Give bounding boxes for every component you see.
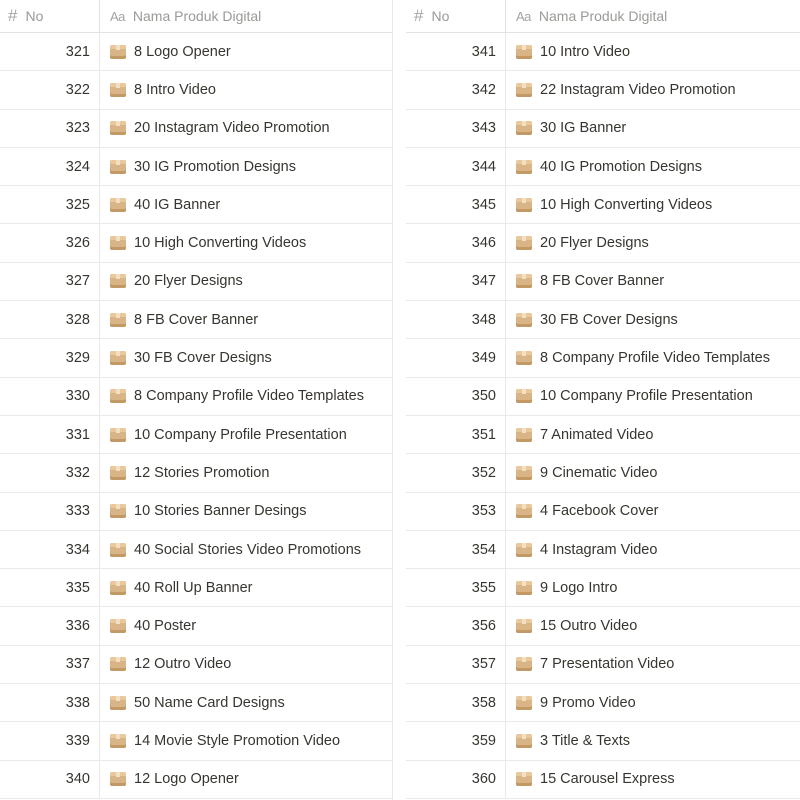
row-number-text: 339 xyxy=(65,732,90,749)
row-number-text: 358 xyxy=(471,694,496,711)
row-title[interactable] xyxy=(100,618,392,634)
table-row[interactable] xyxy=(0,110,392,148)
row-title[interactable] xyxy=(100,580,392,596)
row-number-text: 338 xyxy=(65,694,90,711)
row-title-text: 40 Poster xyxy=(134,618,197,635)
package-icon xyxy=(516,45,532,59)
row-title-text: 20 Flyer Designs xyxy=(134,273,243,290)
row-title-text: 15 Carousel Express xyxy=(540,771,675,788)
row-number[interactable] xyxy=(0,454,100,491)
table-row[interactable] xyxy=(406,224,800,262)
table-row[interactable] xyxy=(406,71,800,109)
row-title[interactable] xyxy=(100,235,392,251)
row-number[interactable] xyxy=(0,761,100,798)
package-icon xyxy=(516,619,532,633)
row-number-text: 352 xyxy=(471,464,496,481)
row-title-text: 10 Stories Banner Desings xyxy=(134,503,307,520)
package-icon xyxy=(110,772,126,786)
row-number[interactable] xyxy=(406,454,506,491)
row-title[interactable] xyxy=(506,771,800,787)
row-title[interactable] xyxy=(100,44,392,60)
table-row[interactable] xyxy=(0,416,392,454)
column-header-no-label: No xyxy=(431,8,450,24)
table-row[interactable] xyxy=(0,607,392,645)
package-icon xyxy=(516,236,532,250)
row-title[interactable] xyxy=(100,733,392,749)
row-number[interactable] xyxy=(0,339,100,376)
row-title-text: 4 Instagram Video xyxy=(540,541,658,558)
row-title[interactable] xyxy=(506,695,800,711)
row-title-text: 20 Instagram Video Promotion xyxy=(134,120,330,137)
row-number-text: 327 xyxy=(65,273,90,290)
package-icon xyxy=(516,466,532,480)
row-title[interactable] xyxy=(100,159,392,175)
row-title[interactable] xyxy=(100,82,392,98)
row-number-text: 332 xyxy=(65,464,90,481)
row-title[interactable] xyxy=(506,388,800,404)
package-icon xyxy=(110,696,126,710)
table-row[interactable] xyxy=(0,378,392,416)
row-number-text: 337 xyxy=(65,656,90,673)
row-title[interactable] xyxy=(100,350,392,366)
row-number[interactable] xyxy=(406,148,506,185)
package-icon xyxy=(516,696,532,710)
row-number[interactable] xyxy=(406,493,506,530)
row-title-text: 8 Logo Opener xyxy=(134,43,231,60)
row-number[interactable] xyxy=(0,722,100,759)
table-row[interactable] xyxy=(406,148,800,186)
table-row[interactable] xyxy=(406,301,800,339)
package-icon xyxy=(110,83,126,97)
package-icon xyxy=(516,581,532,595)
row-title[interactable] xyxy=(100,273,392,289)
table-right xyxy=(406,0,800,799)
row-number-text: 321 xyxy=(65,43,90,60)
row-number-text: 344 xyxy=(471,158,496,175)
row-title-text: 15 Outro Video xyxy=(540,618,638,635)
row-title[interactable] xyxy=(506,350,800,366)
row-number-text: 355 xyxy=(471,579,496,596)
row-number[interactable] xyxy=(406,301,506,338)
row-title[interactable] xyxy=(100,542,392,558)
row-title-text: 8 Company Profile Video Templates xyxy=(134,388,364,405)
row-number-text: 357 xyxy=(471,656,496,673)
row-title-text: 40 IG Promotion Designs xyxy=(540,158,702,175)
row-number-text: 326 xyxy=(65,235,90,252)
row-title[interactable] xyxy=(506,580,800,596)
package-icon xyxy=(516,734,532,748)
row-title-text: 22 Instagram Video Promotion xyxy=(540,81,736,98)
table-row[interactable] xyxy=(406,684,800,722)
row-title[interactable] xyxy=(100,465,392,481)
row-number[interactable] xyxy=(0,263,100,300)
row-title-text: 12 Logo Opener xyxy=(134,771,239,788)
package-icon xyxy=(516,772,532,786)
row-number[interactable] xyxy=(0,531,100,568)
row-title-text: 8 Intro Video xyxy=(134,81,216,98)
row-number-text: 351 xyxy=(471,426,496,443)
table-row[interactable] xyxy=(0,646,392,684)
package-icon xyxy=(110,198,126,212)
package-icon xyxy=(110,543,126,557)
row-number[interactable] xyxy=(406,224,506,261)
row-title[interactable] xyxy=(100,656,392,672)
package-icon xyxy=(110,313,126,327)
row-title[interactable] xyxy=(506,427,800,443)
package-icon xyxy=(516,351,532,365)
package-icon xyxy=(516,389,532,403)
column-header-no[interactable] xyxy=(406,0,506,32)
row-number[interactable] xyxy=(0,186,100,223)
package-icon xyxy=(110,160,126,174)
row-title[interactable] xyxy=(100,771,392,787)
table-header xyxy=(0,0,392,33)
row-title[interactable] xyxy=(506,465,800,481)
row-number[interactable] xyxy=(406,761,506,798)
row-number-text: 333 xyxy=(65,503,90,520)
table-row[interactable] xyxy=(406,454,800,492)
table-row[interactable] xyxy=(406,110,800,148)
row-number-text: 341 xyxy=(471,43,496,60)
row-title-text: 9 Promo Video xyxy=(540,694,636,711)
row-title-text: 40 IG Banner xyxy=(134,196,221,213)
row-number-text: 353 xyxy=(471,503,496,520)
package-icon xyxy=(110,389,126,403)
package-icon xyxy=(516,428,532,442)
package-icon xyxy=(516,543,532,557)
package-icon xyxy=(110,581,126,595)
package-icon xyxy=(110,274,126,288)
row-title[interactable] xyxy=(506,656,800,672)
row-number[interactable] xyxy=(0,148,100,185)
row-number[interactable] xyxy=(406,339,506,376)
row-title[interactable] xyxy=(506,120,800,136)
table-row[interactable] xyxy=(406,607,800,645)
row-title-text: 8 Company Profile Video Templates xyxy=(540,350,770,367)
table-row[interactable] xyxy=(0,224,392,262)
row-number-text: 329 xyxy=(65,350,90,367)
row-number-text: 356 xyxy=(471,618,496,635)
row-number-text: 322 xyxy=(65,81,90,98)
column-header-no-label: No xyxy=(25,8,44,24)
row-title[interactable] xyxy=(506,44,800,60)
row-number[interactable] xyxy=(0,301,100,338)
row-number-text: 336 xyxy=(65,618,90,635)
table-row[interactable] xyxy=(406,569,800,607)
row-number-text: 342 xyxy=(471,81,496,98)
row-number[interactable] xyxy=(0,493,100,530)
row-title[interactable] xyxy=(506,312,800,328)
package-icon xyxy=(110,121,126,135)
row-number-text: 347 xyxy=(471,273,496,290)
row-title-text: 3 Title & Texts xyxy=(540,732,630,749)
column-header-name[interactable] xyxy=(100,0,392,32)
row-number[interactable] xyxy=(406,646,506,683)
row-title-text: 10 Intro Video xyxy=(540,43,631,60)
row-number-text: 348 xyxy=(471,311,496,328)
row-number[interactable] xyxy=(406,416,506,453)
row-title-text: 10 High Converting Videos xyxy=(134,235,307,252)
package-icon xyxy=(516,198,532,212)
package-icon xyxy=(110,236,126,250)
row-number[interactable] xyxy=(406,186,506,223)
table-body xyxy=(406,33,800,799)
row-title-text: 10 Company Profile Presentation xyxy=(134,426,347,443)
row-number-text: 354 xyxy=(471,541,496,558)
row-title-text: 30 FB Cover Designs xyxy=(134,350,272,367)
table-row[interactable] xyxy=(406,722,800,760)
row-title-text: 10 High Converting Videos xyxy=(540,196,713,213)
package-icon xyxy=(516,504,532,518)
column-header-name-label: Nama Produk Digital xyxy=(538,8,668,24)
package-icon xyxy=(110,619,126,633)
row-number[interactable] xyxy=(406,110,506,147)
package-icon xyxy=(516,160,532,174)
table-left xyxy=(0,0,392,799)
row-number[interactable] xyxy=(0,378,100,415)
row-title-text: 14 Movie Style Promotion Video xyxy=(134,732,341,749)
row-title-text: 20 Flyer Designs xyxy=(540,235,649,252)
row-title[interactable] xyxy=(506,542,800,558)
row-number-text: 335 xyxy=(65,579,90,596)
row-title[interactable] xyxy=(506,503,800,519)
table-row[interactable] xyxy=(0,684,392,722)
row-number-text: 345 xyxy=(471,196,496,213)
row-number-text: 328 xyxy=(65,311,90,328)
table-row[interactable] xyxy=(0,33,392,71)
row-number[interactable] xyxy=(406,33,506,70)
row-number-text: 346 xyxy=(471,235,496,252)
table-row[interactable] xyxy=(0,493,392,531)
table-row[interactable] xyxy=(406,493,800,531)
row-number[interactable] xyxy=(0,607,100,644)
table-row[interactable] xyxy=(0,569,392,607)
table-row[interactable] xyxy=(0,761,392,799)
row-number-text: 349 xyxy=(471,350,496,367)
package-icon xyxy=(110,734,126,748)
package-icon xyxy=(110,45,126,59)
column-header-name-label: Nama Produk Digital xyxy=(132,8,262,24)
table-row[interactable] xyxy=(406,378,800,416)
row-title-text: 30 FB Cover Designs xyxy=(540,311,678,328)
hash-icon: # xyxy=(8,6,18,25)
row-number-text: 350 xyxy=(471,388,496,405)
row-number[interactable] xyxy=(0,569,100,606)
row-title-text: 8 FB Cover Banner xyxy=(134,311,259,328)
row-number[interactable] xyxy=(0,684,100,721)
table-row[interactable] xyxy=(0,148,392,186)
package-icon xyxy=(110,351,126,365)
row-number[interactable] xyxy=(406,531,506,568)
row-title[interactable] xyxy=(100,197,392,213)
package-icon xyxy=(516,83,532,97)
row-number[interactable] xyxy=(0,71,100,108)
row-number[interactable] xyxy=(0,224,100,261)
row-title[interactable] xyxy=(506,235,800,251)
row-number[interactable] xyxy=(406,71,506,108)
package-icon xyxy=(516,657,532,671)
row-title[interactable] xyxy=(506,618,800,634)
row-number[interactable] xyxy=(406,263,506,300)
table-row[interactable] xyxy=(406,646,800,684)
package-icon xyxy=(516,274,532,288)
row-title[interactable] xyxy=(506,273,800,289)
package-icon xyxy=(516,121,532,135)
table-row[interactable] xyxy=(0,263,392,301)
table-row[interactable] xyxy=(0,339,392,377)
row-title[interactable] xyxy=(100,312,392,328)
row-title[interactable] xyxy=(506,733,800,749)
row-number[interactable] xyxy=(406,378,506,415)
column-header-name[interactable] xyxy=(506,0,800,32)
hash-icon: # xyxy=(414,6,424,25)
row-title-text: 7 Presentation Video xyxy=(540,656,675,673)
row-title[interactable] xyxy=(100,427,392,443)
row-number-text: 323 xyxy=(65,120,90,137)
row-title-text: 9 Cinematic Video xyxy=(540,464,658,481)
table-row[interactable] xyxy=(0,301,392,339)
row-title-text: 7 Animated Video xyxy=(540,426,654,443)
row-number[interactable] xyxy=(0,646,100,683)
table-row[interactable] xyxy=(406,531,800,569)
row-number-text: 325 xyxy=(65,196,90,213)
table-row[interactable] xyxy=(406,339,800,377)
text-type-icon: Aa xyxy=(110,8,125,24)
table-row[interactable] xyxy=(0,71,392,109)
row-title[interactable] xyxy=(506,159,800,175)
row-number-text: 330 xyxy=(65,388,90,405)
package-icon xyxy=(110,466,126,480)
row-number[interactable] xyxy=(406,569,506,606)
row-title-text: 30 IG Banner xyxy=(540,120,627,137)
text-type-icon: Aa xyxy=(516,8,531,24)
table-row[interactable] xyxy=(0,454,392,492)
row-title-text: 8 FB Cover Banner xyxy=(540,273,665,290)
package-icon xyxy=(110,504,126,518)
table-row[interactable] xyxy=(406,761,800,799)
table-header xyxy=(406,0,800,33)
table-row[interactable] xyxy=(406,186,800,224)
row-title[interactable] xyxy=(100,503,392,519)
row-number[interactable] xyxy=(406,684,506,721)
row-number-text: 360 xyxy=(471,771,496,788)
row-number[interactable] xyxy=(406,722,506,759)
table-row[interactable] xyxy=(0,531,392,569)
row-number-text: 340 xyxy=(65,771,90,788)
table-body xyxy=(0,33,392,799)
row-title[interactable] xyxy=(506,82,800,98)
row-number-text: 334 xyxy=(65,541,90,558)
row-number[interactable] xyxy=(406,607,506,644)
row-title-text: 10 Company Profile Presentation xyxy=(540,388,753,405)
row-title[interactable] xyxy=(100,388,392,404)
row-title[interactable] xyxy=(506,197,800,213)
row-title-text: 30 IG Promotion Designs xyxy=(134,158,296,175)
row-title-text: 40 Roll Up Banner xyxy=(134,579,253,596)
package-icon xyxy=(516,313,532,327)
row-number-text: 343 xyxy=(471,120,496,137)
row-number[interactable] xyxy=(0,416,100,453)
row-number-text: 324 xyxy=(65,158,90,175)
table-row[interactable] xyxy=(406,33,800,71)
table-row[interactable] xyxy=(406,416,800,454)
row-title-text: 50 Name Card Designs xyxy=(134,694,285,711)
row-number[interactable] xyxy=(0,110,100,147)
table-row[interactable] xyxy=(406,263,800,301)
package-icon xyxy=(110,657,126,671)
table-row[interactable] xyxy=(0,186,392,224)
row-title[interactable] xyxy=(100,695,392,711)
row-number[interactable] xyxy=(0,33,100,70)
package-icon xyxy=(110,428,126,442)
table-row[interactable] xyxy=(0,722,392,760)
panel-divider xyxy=(392,0,393,800)
row-title-text: 4 Facebook Cover xyxy=(540,503,659,520)
row-title[interactable] xyxy=(100,120,392,136)
row-title-text: 12 Outro Video xyxy=(134,656,232,673)
row-title-text: 12 Stories Promotion xyxy=(134,464,270,481)
row-number-text: 331 xyxy=(65,426,90,443)
row-number-text: 359 xyxy=(471,732,496,749)
column-header-no[interactable] xyxy=(0,0,100,32)
row-title-text: 40 Social Stories Video Promotions xyxy=(134,541,362,558)
row-title-text: 9 Logo Intro xyxy=(540,579,618,596)
